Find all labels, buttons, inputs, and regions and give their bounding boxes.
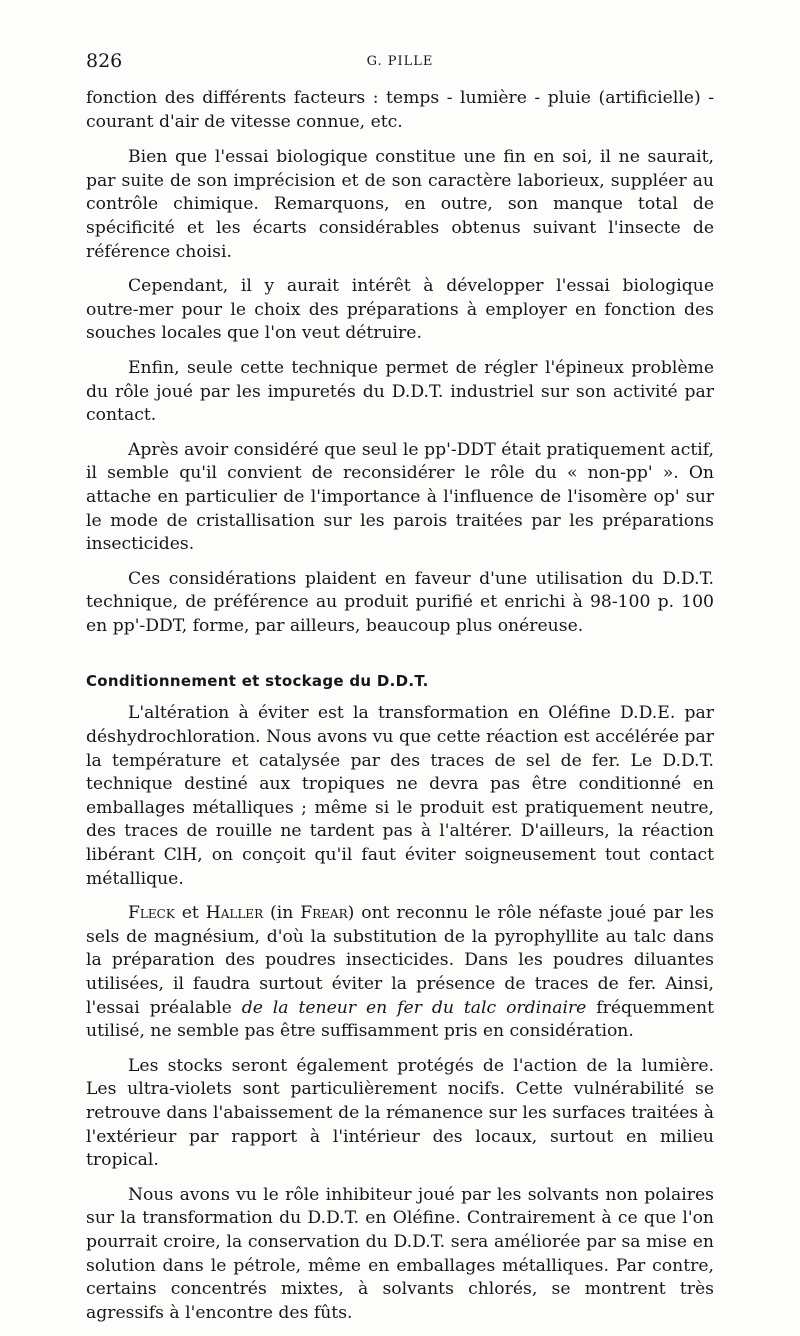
page-header	[86, 50, 714, 80]
paragraph: Enfin, seule cette technique permet de régler l'épineux problème du rôle joué par les impuretés du D.D.T. industriel sur son activité par contact.	[86, 357, 714, 426]
text-run: fréquemment utilisé, ne semble pas être suffisamment pris en considération.	[86, 997, 715, 1042]
running-head: G. PILLE	[366, 54, 434, 69]
author-name: Haller	[205, 903, 264, 924]
text-run: et	[174, 903, 206, 924]
paragraph: Cependant, il y aurait intérêt à développer l'essai biologique outre-mer pour le choix des préparations à employer en fonction des souches locales que l'on veut détruire.	[86, 276, 714, 344]
paragraph: Après avoir considéré que seul le pp'-DDT était pratiquement actif, il semble qu'il convient de reconsidérer le rôle du « non-pp' ». On attache en particulier de l'importance à l'influence de l'isomère op' sur le mode de cristallisation sur les parois traitées par les préparations insecticides.	[86, 439, 714, 555]
paragraph-continuation: fonction des différents facteurs : temps - lumière - pluie (artificielle) - courant d'air de vitesse connue, etc.	[86, 88, 714, 132]
section-heading: Conditionnement et stockage du D.D.T.	[86, 672, 429, 691]
paragraph-citation	[86, 902, 714, 1044]
paragraph: Les stocks seront également protégés de l'action de la lumière. Les ultra-violets sont particulièrement nocifs. Cette vulnérabilité se retrouve dans l'abaissement de la rémanence sur les surfaces traitées à l'extérieur par rapport à l'intérieur des locaux, surtout en milieu tropical.	[86, 1055, 714, 1171]
paragraph: Bien que l'essai biologique constitue une fin en soi, il ne saurait, par suite de son imprécision et de son caractère laborieux, suppléer au contrôle chimique. Remarquons, en outre, son manque total de spécificité et les écarts considérables obtenus suivant l'insecte de référence choisi.	[86, 147, 714, 262]
text-run: (in	[263, 903, 301, 924]
text-run: ) ont reconnu le rôle néfaste joué par les sels de magnésium, d'où la substitution de la pyrophyllite au talc dans la préparation des poudres insecticides. Dans les poudres diluantes utilisées, il faudra surtout éviter la présence de traces de fer. Ainsi, l'essai préalable	[86, 903, 715, 1018]
author-name: Fleck	[128, 903, 175, 924]
paragraph: Nous avons vu le rôle inhibiteur joué par les solvants non polaires sur la transformation du D.D.T. en Oléfine. Contrairement à ce que l'on pourrait croire, la conservation du D.D.T. sera améliorée par sa mise en solution dans le pétrole, même en emballages métalliques. Par contre, certains concentrés mixtes, à solvants chlorés, se montrent très agressifs à l'encontre des fûts.	[86, 1184, 714, 1323]
page-number: 826	[86, 50, 123, 72]
body-text	[86, 87, 714, 1336]
italic-text: de la teneur en fer du talc ordinaire	[241, 997, 587, 1018]
paragraph: L'altération à éviter est la transformation en Oléfine D.D.E. par déshydrochloration. Nous avons vu que cette réaction est accélérée par la température et catalysée par des traces de sel de fer. Le D.D.T. technique destiné aux tropiques ne devra pas être conditionné en emballages métalliques ; même si le produit est pratiquement neutre, des traces de rouille ne tardent pas à l'altérer. D'ailleurs, la réaction libérant ClH, on conçoit qu'il faut éviter soigneusement tout contact métallique.	[86, 703, 714, 889]
author-name: Frear	[300, 903, 348, 924]
paragraph: Ces considérations plaident en faveur d'une utilisation du D.D.T. technique, de préférence au produit purifié et enrichi à 98-100 p. 100 en pp'-DDT, forme, par ailleurs, beaucoup plus onéreuse.	[86, 568, 714, 636]
